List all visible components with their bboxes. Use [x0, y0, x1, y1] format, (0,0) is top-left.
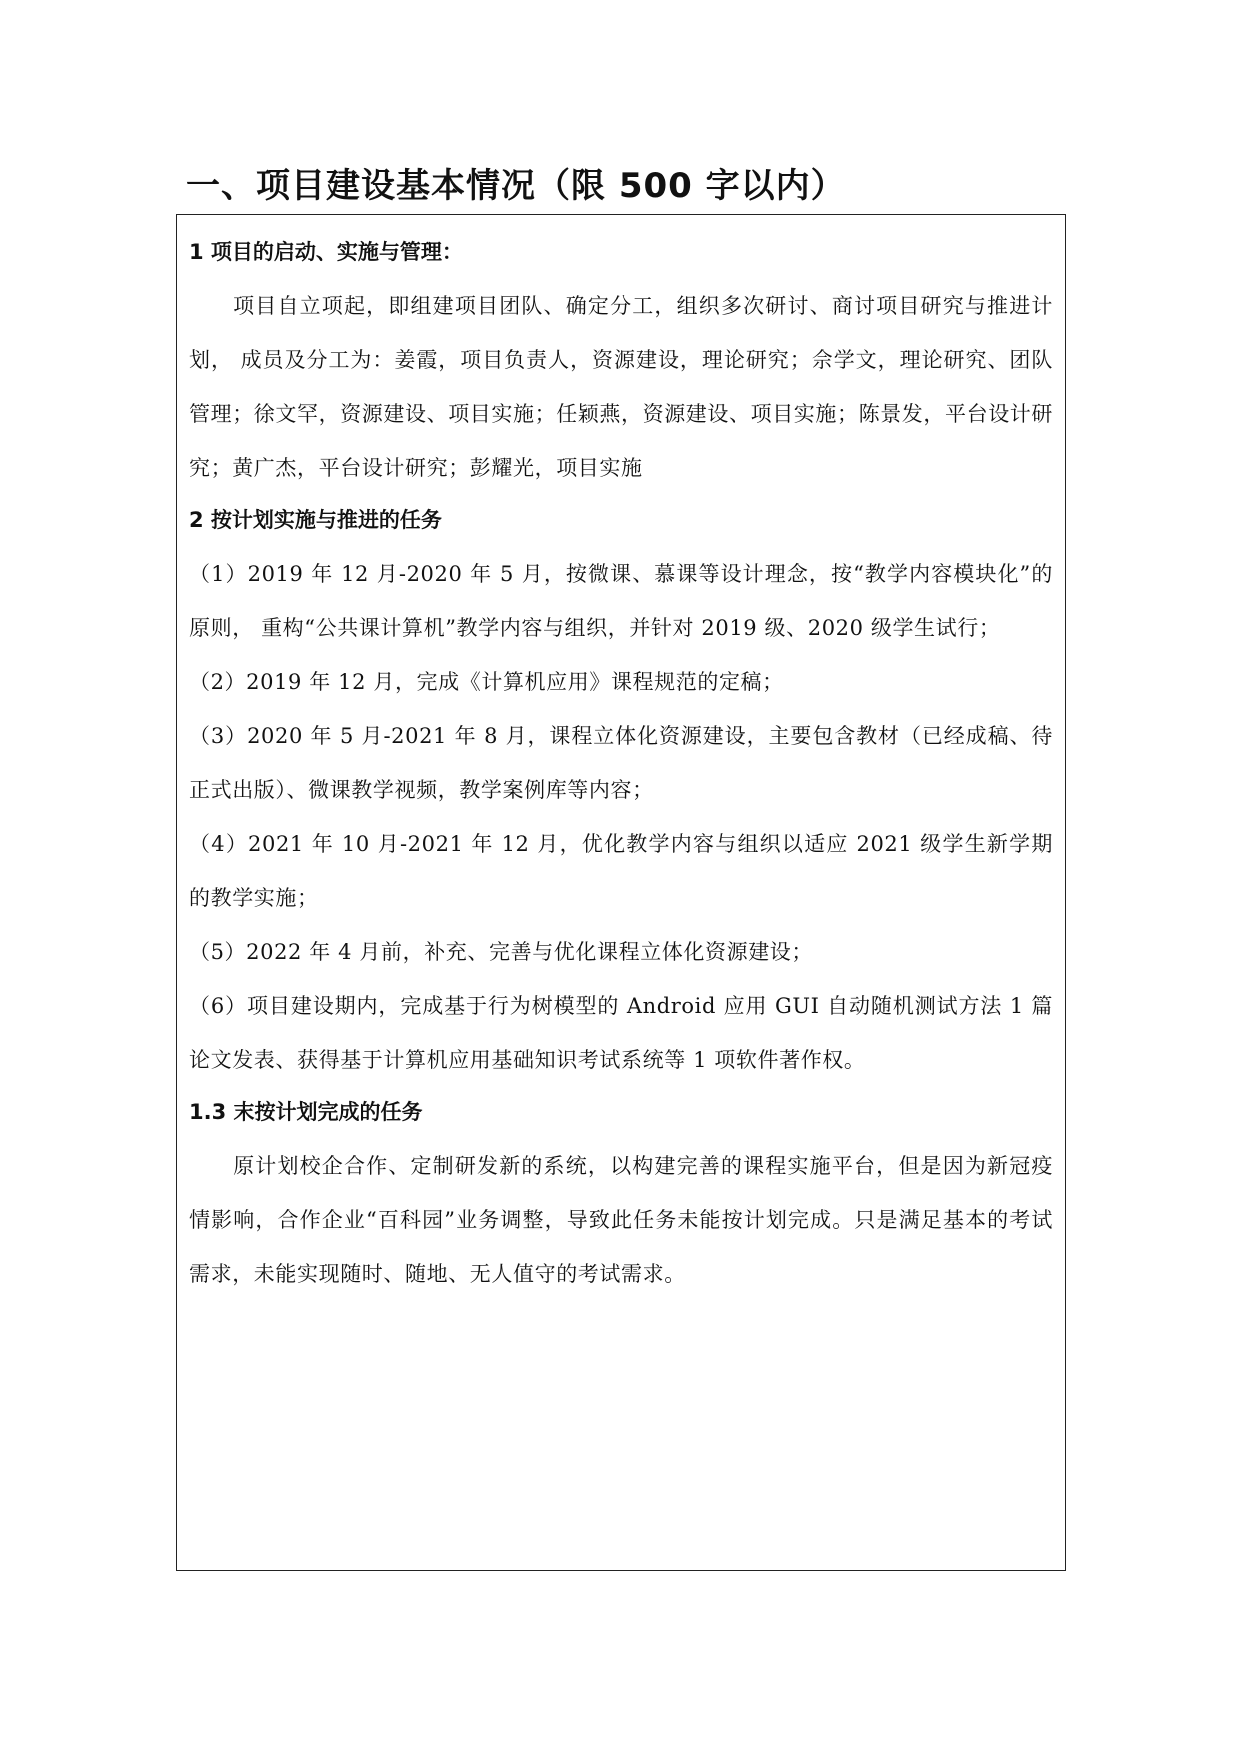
section-heading-startup: 1 项目的启动、实施与管理：: [189, 240, 463, 264]
task-item-2: （2）2019 年 12 月，完成《计算机应用》课程规范的定稿；: [189, 670, 784, 694]
task-item-5: （5）2022 年 4 月前，补充、完善与优化课程立体化资源建设；: [189, 940, 813, 964]
section-heading-planned-tasks: 2 按计划实施与推进的任务: [189, 508, 442, 532]
task-item-3: （3）2020 年 5 月-2021 年 8 月，课程立体化资源建设，主要包含教材（已经成稿、待正式出版）、微课教学视频，教学案例库等内容；: [189, 724, 1053, 802]
task-item-6: （6）项目建设期内，完成基于行为树模型的 Android 应用 GUI 自动随机测试方法 1 篇论文发表、获得基于计算机应用基础知识考试系统等 1 项软件著作权。: [189, 994, 1053, 1072]
section-paragraph-unfinished: 原计划校企合作、定制研发新的系统，以构建完善的课程实施平台，但是因为新冠疫情影响，合作企业“百科园”业务调整，导致此任务未能按计划完成。只是满足基本的考试需求，未能实现随时、随地、无人值守的考试需求。: [189, 1154, 1053, 1286]
section-paragraph-startup: 项目自立项起，即组建项目团队、确定分工，组织多次研讨、商讨项目研究与推进计划， 成员及分工为：姜霞，项目负责人，资源建设，理论研究；佘学文，理论研究、团队管理；徐文罕，资源建设、项目实施；任颖燕，资源建设、项目实施；陈景发，平台设计研究；黄广杰，平台设计研究；彭耀光，项目实施: [189, 294, 1053, 480]
section-heading-unfinished-tasks: 1.3 末按计划完成的任务: [189, 1100, 423, 1124]
page-title: 一、项目建设基本情况（限 500 字以内）: [186, 166, 846, 206]
content-box: [176, 214, 1066, 1571]
content-body: [189, 235, 1053, 1301]
task-item-1: （1）2019 年 12 月-2020 年 5 月，按微课、慕课等设计理念，按“教学内容模块化”的原则， 重构“公共课计算机”教学内容与组织，并针对 2019 级、2020 级学生试行；: [189, 562, 1053, 640]
task-item-4: （4）2021 年 10 月-2021 年 12 月，优化教学内容与组织以适应 2021 级学生新学期的教学实施；: [189, 832, 1053, 910]
